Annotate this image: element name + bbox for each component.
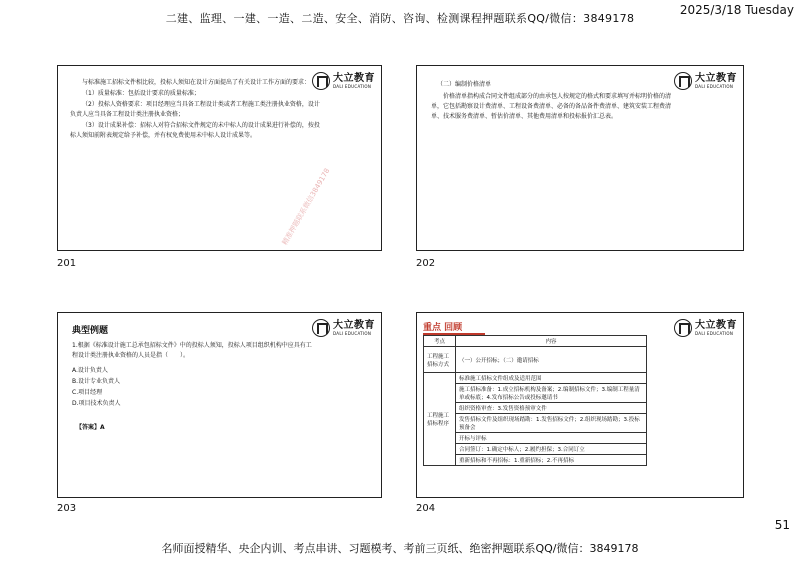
table-row	[424, 444, 647, 455]
slide-203	[57, 312, 382, 498]
option: D.项目技术负责人	[72, 400, 121, 407]
paragraph: 价格清单指构成合同文件组成部分的由承包人按规定的格式和要求填写并标明价格的清单，它包括勘察设计费清单、工程设备费清单、必备的备品备件费清单、建筑安装工程费清单、技术服务费清单、暂估价清单、其他费用清单和投标报价汇总表。	[431, 93, 672, 120]
slide-204	[416, 312, 744, 498]
logo-en-text: DALI EDUCATION	[333, 83, 372, 89]
table-row	[424, 414, 647, 433]
table-cell: 开标与评标	[456, 433, 647, 444]
logo-en-text: DALI EDUCATION	[695, 330, 734, 336]
page-header: 二建、监理、一建、一造、二造、安全、消防、咨询、检测课程押题联系QQ/微信：3849178	[165, 12, 635, 25]
option: C.项目经理	[72, 389, 103, 396]
table-cell: （一）公开招标；（二）邀请招标	[456, 347, 647, 373]
watermark: 精准押题联系微信3849178	[280, 166, 332, 247]
table-header-cell: 考点	[424, 336, 456, 347]
paragraph: （1）质量标准：包括设计要求的质量标准；	[82, 90, 200, 97]
table-header-row	[424, 336, 647, 347]
paragraph: （3）设计成果补偿：招标人对符合招标文件规定的未中标人的设计成果进行补偿的，按投标人须知前附表规定给予补偿，并有权免费使用未中标人设计成果等。	[70, 122, 320, 139]
logo-en-text: DALI EDUCATION	[695, 83, 734, 89]
logo	[674, 319, 737, 337]
slide-number: 201	[57, 258, 77, 269]
table-cell: 标准施工招标文件组成及适用范围	[456, 373, 647, 384]
page-footer: 名师面授精华、央企内训、考点串讲、习题模考、考前三页纸、绝密押题联系QQ/微信：3849178	[161, 542, 639, 555]
logo-cn-text: 大立教育	[695, 72, 737, 84]
table-row	[424, 373, 647, 384]
option: A.设计负责人	[72, 367, 108, 374]
options-list	[72, 365, 272, 409]
table-row	[424, 403, 647, 414]
slide-number: 202	[416, 258, 436, 269]
question-text: 1.根据《标准设计施工总承包招标文件》中的投标人须知，投标人项目组织机构中应具有工程设计类注册执业资格的人员是指（ ）。	[72, 342, 312, 359]
slide-203-question	[72, 341, 316, 361]
slide-201	[57, 65, 382, 251]
logo	[312, 319, 375, 337]
table-row	[424, 455, 647, 466]
logo-en-text: DALI EDUCATION	[333, 330, 372, 336]
logo-cn-text: 大立教育	[333, 319, 375, 331]
table-cell: 发售招标文件及组织现场踏勘：1.发售招标文件；2.组织现场踏勘；3.投标预备会	[456, 414, 647, 433]
table-header-cell: 内容	[456, 336, 647, 347]
table-cell: 重新招标和不再招标：1.重新招标；2.不再招标	[456, 455, 647, 466]
table-cell: 施工招标准备：1.成立招标机构及备案；2.编制招标文件；3.编制工程量清单或标底；4.发布招标公告或投标邀请书	[456, 384, 647, 403]
table-row	[424, 347, 647, 373]
paragraph: （2）投标人资格要求：项目经理应当具备工程设计类或者工程施工类注册执业资格，设计负责人应当具备工程设计类注册执业资格；	[70, 101, 320, 118]
logo-cn-text: 大立教育	[333, 72, 375, 84]
table-cell: 工程施工招标方式	[424, 347, 456, 373]
table-cell: 合同签订：1.确定中标人；2.履约担保；3.合同订立	[456, 444, 647, 455]
logo-icon	[312, 319, 330, 337]
slide-number: 204	[416, 503, 436, 514]
page-number: 51	[774, 518, 790, 532]
date-label: 2025/3/18 Tuesday	[679, 3, 794, 17]
option: B.设计专业负责人	[72, 378, 121, 385]
table-row	[424, 384, 647, 403]
logo	[674, 72, 737, 90]
section-heading: （二）编制价格清单	[437, 81, 492, 88]
slide-201-text	[70, 78, 322, 141]
logo-cn-text: 大立教育	[695, 319, 737, 331]
paragraph: 与标准施工招标文件相比较，投标人须知在设计方面提出了有关设计工作方面的要求：	[82, 79, 311, 86]
logo-icon	[674, 319, 692, 337]
table-row	[424, 433, 647, 444]
slide-number: 203	[57, 503, 77, 514]
slide-title: 重点 回顾	[423, 323, 463, 333]
slide-title: 典型例题	[72, 326, 109, 336]
slide-202-text	[431, 80, 681, 122]
table-cell: 工程施工招标程序	[424, 373, 456, 466]
slide-202	[416, 65, 744, 251]
answer-text: 【答案】A	[76, 424, 105, 431]
key-points-table	[423, 335, 647, 466]
table-cell: 组织资格审查：3.发售资格预审文件	[456, 403, 647, 414]
